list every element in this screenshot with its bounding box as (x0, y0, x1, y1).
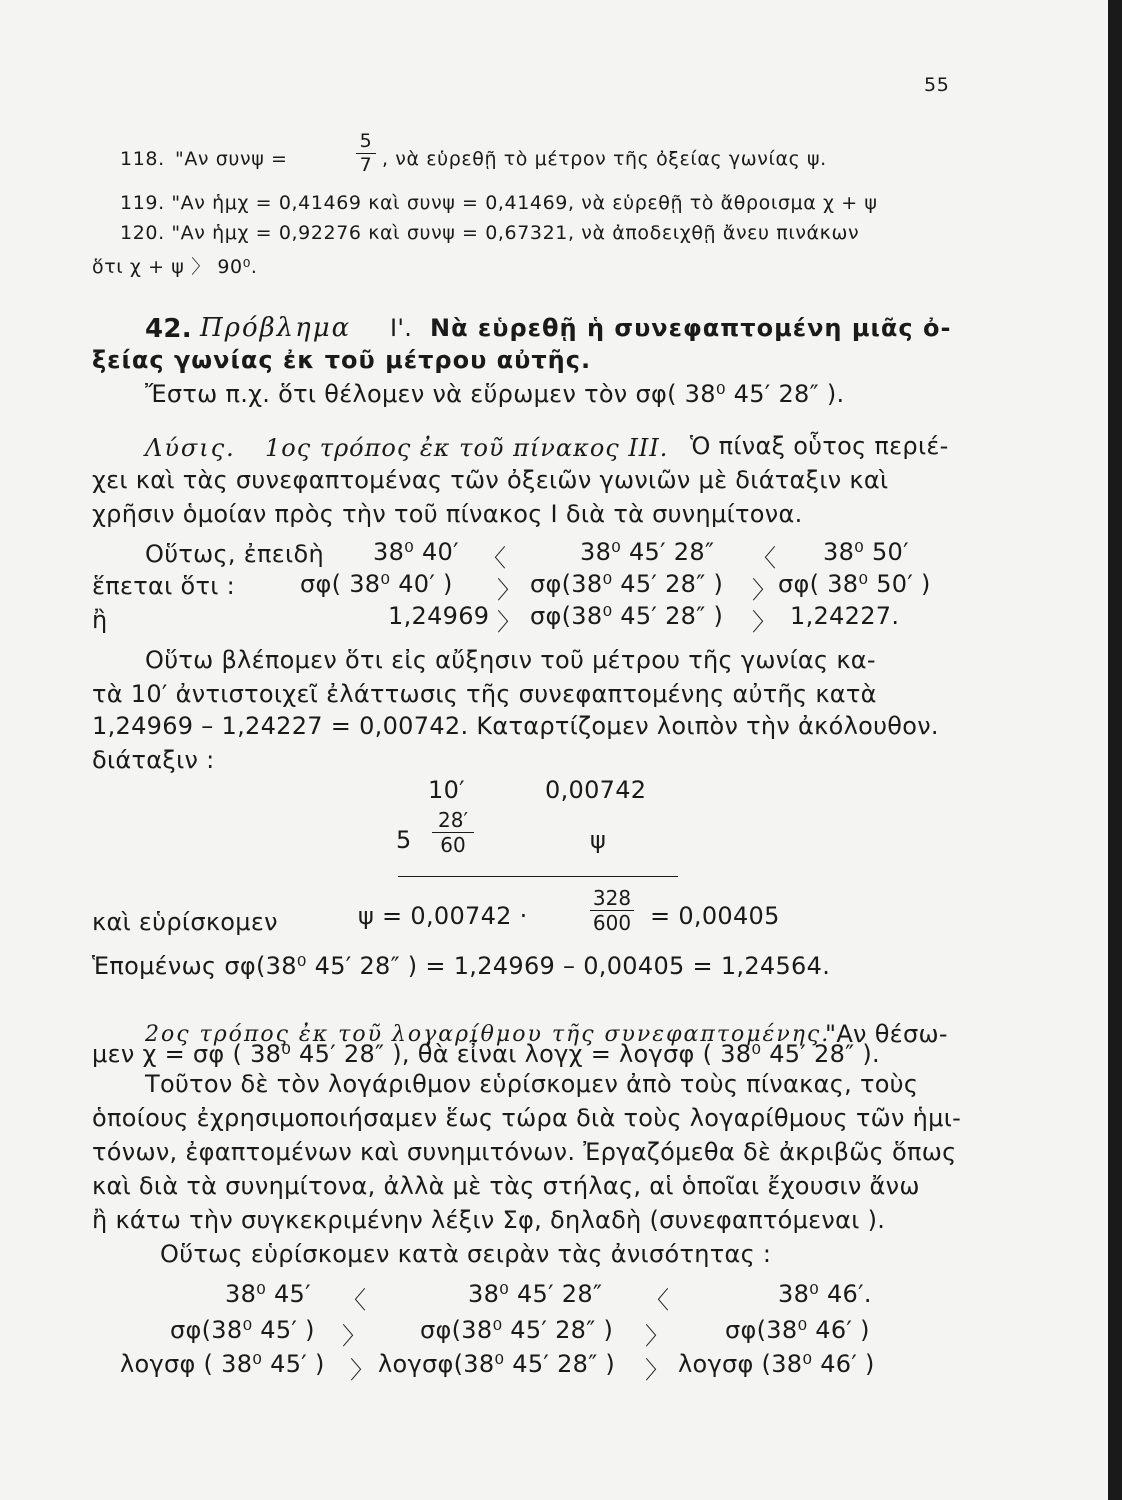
arrangement-row1-left: 10′ (428, 776, 465, 804)
exercise-118-text-a: "Αν συνψ = (175, 148, 288, 170)
problem-title-line-1: Νὰ εὑρεθῇ ἡ συνεφαπτομένη μιᾶς ὀ- (430, 314, 952, 342)
ineq3-col1: λογσφ ( 38⁰ 45′ ) (120, 1350, 325, 1378)
ineq3-op1: 〉 (350, 1356, 375, 1384)
ineq1-op1: 〈 (342, 1286, 367, 1314)
paragraph-2-line-1: Οὕτω βλέπομεν ὅτι εἰς αὔξησιν τοῦ μέτρου τῆς γωνίας κα- (145, 646, 876, 674)
arrangement-row2-right: ψ (590, 826, 607, 854)
arrangement-rule (398, 876, 678, 877)
paragraph-4-line-3: τόνων, ἐφαπτομένων καὶ συνημιτόνων. Ἐργαζόμεθα δὲ ἀκριβῶς ὅπως (92, 1138, 957, 1166)
ineq1-op2: 〈 (645, 1286, 670, 1314)
page-binding-edge (1108, 0, 1122, 1500)
paragraph-4-line-1: Τοῦτον δὲ τὸν λογάριθμον εὑρίσκομεν ἀπὸ τοὺς πίνακας, τοὺς (145, 1070, 919, 1098)
method-1-text-c: χρῆσιν ὁμοίαν πρὸς τὴν τοῦ πίνακος Ι διὰ τὰ συνημίτονα. (92, 500, 803, 528)
row2-col1: σφ( 38⁰ 40′ ) (300, 570, 453, 598)
method-2-text-a: "Αν θέσω- (825, 1020, 948, 1048)
row1-col1: 38⁰ 40′ (373, 538, 459, 566)
row1-col3: 38⁰ 50′ (823, 538, 909, 566)
ineq1-col2: 38⁰ 45′ 28″ (468, 1280, 603, 1308)
row3-label: ἢ (92, 606, 108, 634)
problem-label: Πρόβλημα (200, 313, 352, 343)
ineq1-col3: 38⁰ 46′. (778, 1280, 872, 1308)
method-2-text-b: μεν χ = σφ ( 38⁰ 45′ 28″ ), θὰ εἶναι λογχ = λογσφ ( 38⁰ 45′ 28″ ). (92, 1040, 880, 1068)
exercise-118-text-b: , νὰ εὑρεθῇ τὸ μέτρον τῆς ὀξείας γωνίας ψ. (382, 148, 827, 170)
arrangement-row2-whole: 5 (396, 826, 412, 854)
problem-number: 42. (145, 314, 192, 344)
find-fraction (590, 888, 634, 933)
row2-col3: σφ( 38⁰ 50′ ) (778, 570, 931, 598)
problem-title-line-2: ξείας γωνίας ἐκ τοῦ μέτρου αὐτῆς. (92, 346, 592, 374)
ineq3-col2: λογσφ(38⁰ 45′ 28″ ) (378, 1350, 616, 1378)
exercise-119: 119. "Αν ἡμχ = 0,41469 καὶ συνψ = 0,41469, νὰ εὑρεθῇ τὸ ἄθροισμα χ + ψ (120, 192, 878, 214)
find-expression-a: ψ = 0,00742 · (358, 902, 528, 930)
row2-label: ἕπεται ὅτι : (92, 572, 235, 600)
paragraph-5: Οὕτως εὑρίσκομεν κατὰ σειρὰν τὰς ἀνισότητας : (160, 1240, 772, 1268)
method-1-text-a: Ὁ πίναξ οὗτος περιέ- (690, 432, 949, 460)
row1-op2: 〈 (752, 544, 777, 572)
paragraph-2-line-4: διάταξιν : (92, 746, 215, 774)
row2-op2: 〉 (752, 576, 777, 604)
row1-col2: 38⁰ 45′ 28″ (580, 538, 715, 566)
row3-col1: 1,24969 (388, 602, 490, 630)
fraction-denominator: 7 (359, 154, 373, 176)
ineq2-col1: σφ(38⁰ 45′ ) (170, 1316, 315, 1344)
fraction-denominator: 600 (592, 911, 632, 935)
ineq2-col2: σφ(38⁰ 45′ 28″ ) (420, 1316, 614, 1344)
arrangement-row2-fraction (432, 810, 474, 855)
method-1-heading: 1ος τρόπος ἐκ τοῦ πίνακος ΙΙΙ. (265, 434, 669, 462)
row3-op1: 〉 (497, 608, 522, 636)
exercise-118-number: 118. (120, 148, 165, 170)
row1-op1: 〈 (482, 544, 507, 572)
paragraph-4-line-5: ἢ κάτω τὴν συγκεκριμένην λέξιν Σφ, δηλαδὴ (συνεφαπτόμεναι ). (92, 1206, 886, 1234)
row2-op1: 〉 (497, 576, 522, 604)
fraction-numerator: 328 (592, 886, 632, 910)
row3-col3: 1,24227. (790, 602, 900, 630)
row3-col2: σφ(38⁰ 45′ 28″ ) (530, 602, 724, 630)
problem-label-suffix: Ι'. (390, 314, 413, 342)
page-number: 55 (924, 74, 950, 96)
find-expression-b: = 0,00405 (650, 902, 780, 930)
fraction-numerator: 28′ (438, 808, 468, 832)
row2-col2: σφ(38⁰ 45′ 28″ ) (530, 570, 724, 598)
paragraph-4-line-4: καὶ διὰ τὰ συνημίτονα, ἀλλὰ μὲ τὰς στήλας, αἱ ὁποῖαι ἔχουσιν ἄνω (92, 1172, 920, 1200)
paragraph-2-line-2: τὰ 10′ ἀντιστοιχεῖ ἐλάττωσις τῆς συνεφαπτομένης αὐτῆς κατὰ (92, 680, 877, 708)
ineq3-op2: 〉 (645, 1356, 670, 1384)
row1-label: Οὕτως, ἐπειδὴ (145, 540, 324, 568)
ineq2-op2: 〉 (645, 1322, 670, 1350)
exercise-118-fraction (356, 132, 376, 175)
ineq2-op1: 〉 (342, 1322, 367, 1350)
method-2-heading: 2ος τρόπος ἐκ τοῦ λογαρίθμου τῆς συνεφαπτομένης. (145, 1022, 831, 1047)
paragraph-4-line-2: ὁποίους ἐχρησιμοποιήσαμεν ἕως τώρα διὰ τοὺς λογαρίθμους τῶν ἡμι- (92, 1104, 962, 1132)
ineq2-col3: σφ(38⁰ 46′ ) (725, 1316, 870, 1344)
fraction-denominator: 60 (440, 833, 466, 857)
problem-intro: Ἔστω π.χ. ὅτι θέλομεν νὰ εὕρωμεν τὸν σφ( 38⁰ 45′ 28″ ). (145, 380, 845, 408)
paragraph-2-line-3: 1,24969 – 1,24227 = 0,00742. Καταρτίζομεν λοιπὸν τὴν ἀκόλουθον. (92, 712, 939, 740)
exercise-120: 120. "Αν ἡμχ = 0,92276 καὶ συνψ = 0,67321, νὰ ἀποδειχθῇ ἄνευ πινάκων (120, 222, 860, 244)
row3-op2: 〉 (752, 608, 777, 636)
ineq3-col3: λογσφ (38⁰ 46′ ) (678, 1350, 875, 1378)
exercise-120-continued: ὅτι χ + ψ 〉 90⁰. (92, 256, 258, 278)
result-line: Ἑπομένως σφ(38⁰ 45′ 28″ ) = 1,24969 – 0,00405 = 1,24564. (92, 952, 831, 980)
find-label: καὶ εὑρίσκομεν (92, 908, 278, 936)
ineq1-col1: 38⁰ 45′ (225, 1280, 311, 1308)
arrangement-row1-right: 0,00742 (545, 776, 647, 804)
fraction-numerator: 5 (359, 130, 373, 152)
method-1-text-b: χει καὶ τὰς συνεφαπτομένας τῶν ὀξειῶν γωνιῶν μὲ διάταξιν καὶ (92, 466, 889, 494)
lysis-label: Λύσις. (145, 434, 236, 462)
